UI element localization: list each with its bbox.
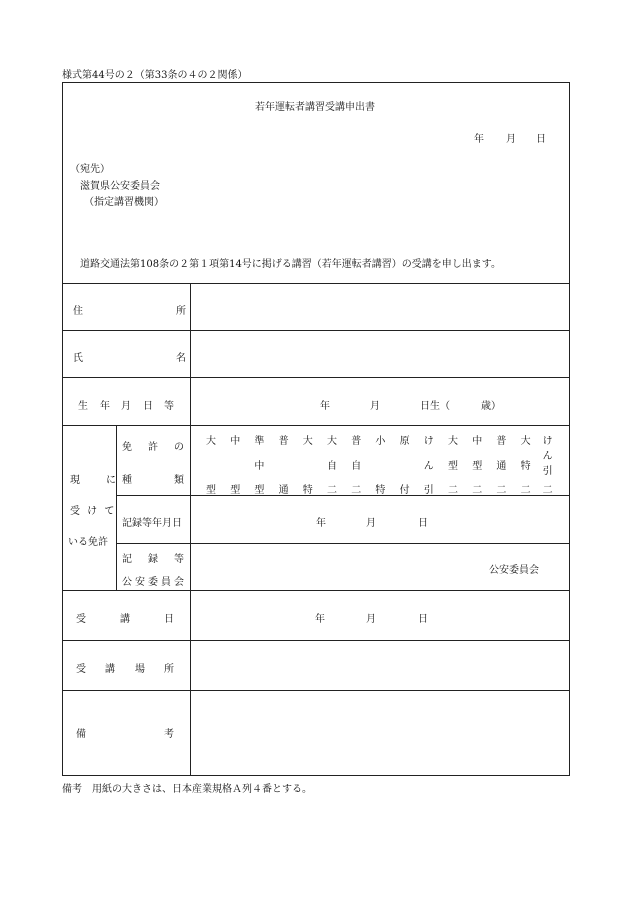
license-type-char: ん	[423, 461, 434, 472]
course-day-label: 日	[418, 614, 428, 625]
course-place-label-4: 所	[164, 664, 174, 675]
license-type-char: 大	[520, 436, 531, 447]
license-type-char: 型	[230, 485, 241, 496]
address-label-b: 所	[176, 306, 186, 317]
license-type-char-stacked: 引	[542, 466, 553, 477]
license-group-label-2: 受 け て	[70, 506, 117, 517]
license-type-char: 準	[254, 436, 265, 447]
record-commission-label-1: 記	[122, 554, 132, 565]
address-label-a: 住	[73, 306, 83, 317]
record-day-label: 日	[418, 518, 428, 529]
frame-left	[62, 82, 63, 776]
application-text: 道路交通法第108条の２第１項第14号に掲げる講習（若年運転者講習）の受講を申し出ます。	[80, 259, 502, 270]
license-type-char-stacked: け	[542, 436, 553, 447]
record-month-label: 月	[366, 518, 376, 529]
form-number: 様式第44号の２（第33条の４の２関係）	[62, 70, 248, 81]
record-commission-label-4: 公安委員会	[122, 577, 187, 588]
age-label: 歳）	[481, 401, 501, 412]
frame-right	[569, 82, 570, 776]
license-type-char: 型	[472, 461, 483, 472]
license-type-char: 型	[206, 485, 216, 496]
license-type-char: 二	[351, 485, 362, 496]
license-type-char: 特	[302, 485, 313, 496]
course-date-label-1: 受	[76, 614, 86, 625]
birth-year-label: 年	[320, 401, 330, 412]
license-type-label-4: 種	[122, 475, 132, 486]
name-field[interactable]	[192, 332, 568, 376]
license-type-char: 自	[327, 461, 337, 472]
license-group-label-3: いる免許	[68, 537, 108, 548]
license-type-char-stacked: 二	[542, 485, 553, 496]
license-type-char: 中	[230, 436, 241, 447]
address-field[interactable]	[192, 285, 568, 329]
divider	[62, 590, 570, 591]
license-type-char: 特	[375, 485, 386, 496]
record-commission-label-3: 等	[174, 554, 184, 565]
license-type-char: 二	[327, 485, 337, 496]
license-type-char-stacked: ん	[542, 451, 553, 462]
divider	[62, 690, 570, 691]
license-type-char: 普	[351, 436, 362, 447]
course-place-label-2: 講	[105, 664, 115, 675]
license-type-char: 大	[206, 436, 216, 447]
remarks-field[interactable]	[192, 692, 568, 774]
license-type-char: 付	[399, 485, 410, 496]
divider	[62, 425, 570, 426]
course-place-field[interactable]	[192, 642, 568, 689]
name-label-b: 名	[176, 353, 186, 364]
divider	[62, 377, 570, 378]
license-type-char: 普	[278, 436, 289, 447]
course-month-label: 月	[366, 614, 376, 625]
date-year-label: 年	[474, 134, 484, 145]
course-place-label-1: 受	[76, 664, 86, 675]
license-type-char: 二	[520, 485, 531, 496]
birth-label-2: 年	[100, 401, 110, 412]
course-year-label: 年	[315, 614, 325, 625]
license-type-char: 中	[472, 436, 483, 447]
record-year-label: 年	[316, 518, 326, 529]
divider	[62, 330, 570, 331]
remarks-label-b: 考	[164, 729, 174, 740]
license-type-label-5: 類	[174, 475, 184, 486]
date-month-label: 月	[506, 134, 516, 145]
license-type-char: 型	[448, 461, 458, 472]
license-type-char: 大	[327, 436, 337, 447]
divider	[62, 640, 570, 641]
license-type-char: 大	[302, 436, 313, 447]
divider	[62, 283, 570, 284]
name-label-a: 氏	[73, 353, 83, 364]
license-type-char: 小	[375, 436, 386, 447]
license-type-label-3: の	[174, 442, 184, 453]
license-type-char: け	[423, 436, 434, 447]
record-commission-value: 公安委員会	[489, 565, 539, 576]
birth-label-1: 生	[78, 401, 88, 412]
license-type-char: 自	[351, 461, 362, 472]
date-day-label: 日	[536, 134, 546, 145]
license-type-char: 通	[496, 461, 507, 472]
license-type-label-2: 許	[148, 442, 158, 453]
record-commission-label-2: 録	[148, 554, 158, 565]
license-type-char: 中	[254, 461, 265, 472]
recipient-alt: （指定講習機関）	[84, 197, 164, 208]
license-type-char: 普	[496, 436, 507, 447]
course-date-label-3: 日	[164, 614, 174, 625]
birth-month-label: 月	[370, 401, 380, 412]
label-column-divider	[190, 283, 191, 776]
license-group-label-1: 現 に	[70, 475, 118, 486]
recipient-name: 滋賀県公安委員会	[80, 181, 160, 192]
footer-note: 備考 用紙の大きさは、日本産業規格Ａ列４番とする。	[62, 784, 312, 795]
license-type-char: 二	[448, 485, 458, 496]
birth-label-5: 等	[164, 401, 174, 412]
license-type-char: 特	[520, 461, 531, 472]
birth-label-3: 月	[121, 401, 131, 412]
license-type-char: 大	[448, 436, 458, 447]
birth-label-4: 日	[143, 401, 153, 412]
page-title: 若年運転者講習受講申出書	[255, 102, 375, 113]
license-type-char: 二	[496, 485, 507, 496]
license-type-char: 引	[423, 485, 434, 496]
birth-day-label: 日生（	[420, 401, 450, 412]
course-date-label-2: 講	[120, 614, 130, 625]
license-type-char: 原	[399, 436, 410, 447]
license-type-label-1: 免	[122, 442, 132, 453]
course-place-label-3: 場	[135, 664, 145, 675]
record-date-label: 記録等年月日	[122, 518, 182, 529]
frame-top	[62, 82, 570, 83]
license-type-char: 通	[278, 485, 289, 496]
license-type-char: 二	[472, 485, 483, 496]
recipient-label: （宛先）	[70, 164, 110, 175]
divider	[116, 543, 570, 544]
frame-bottom	[62, 775, 570, 776]
remarks-label-a: 備	[76, 729, 86, 740]
license-type-char: 型	[254, 485, 265, 496]
